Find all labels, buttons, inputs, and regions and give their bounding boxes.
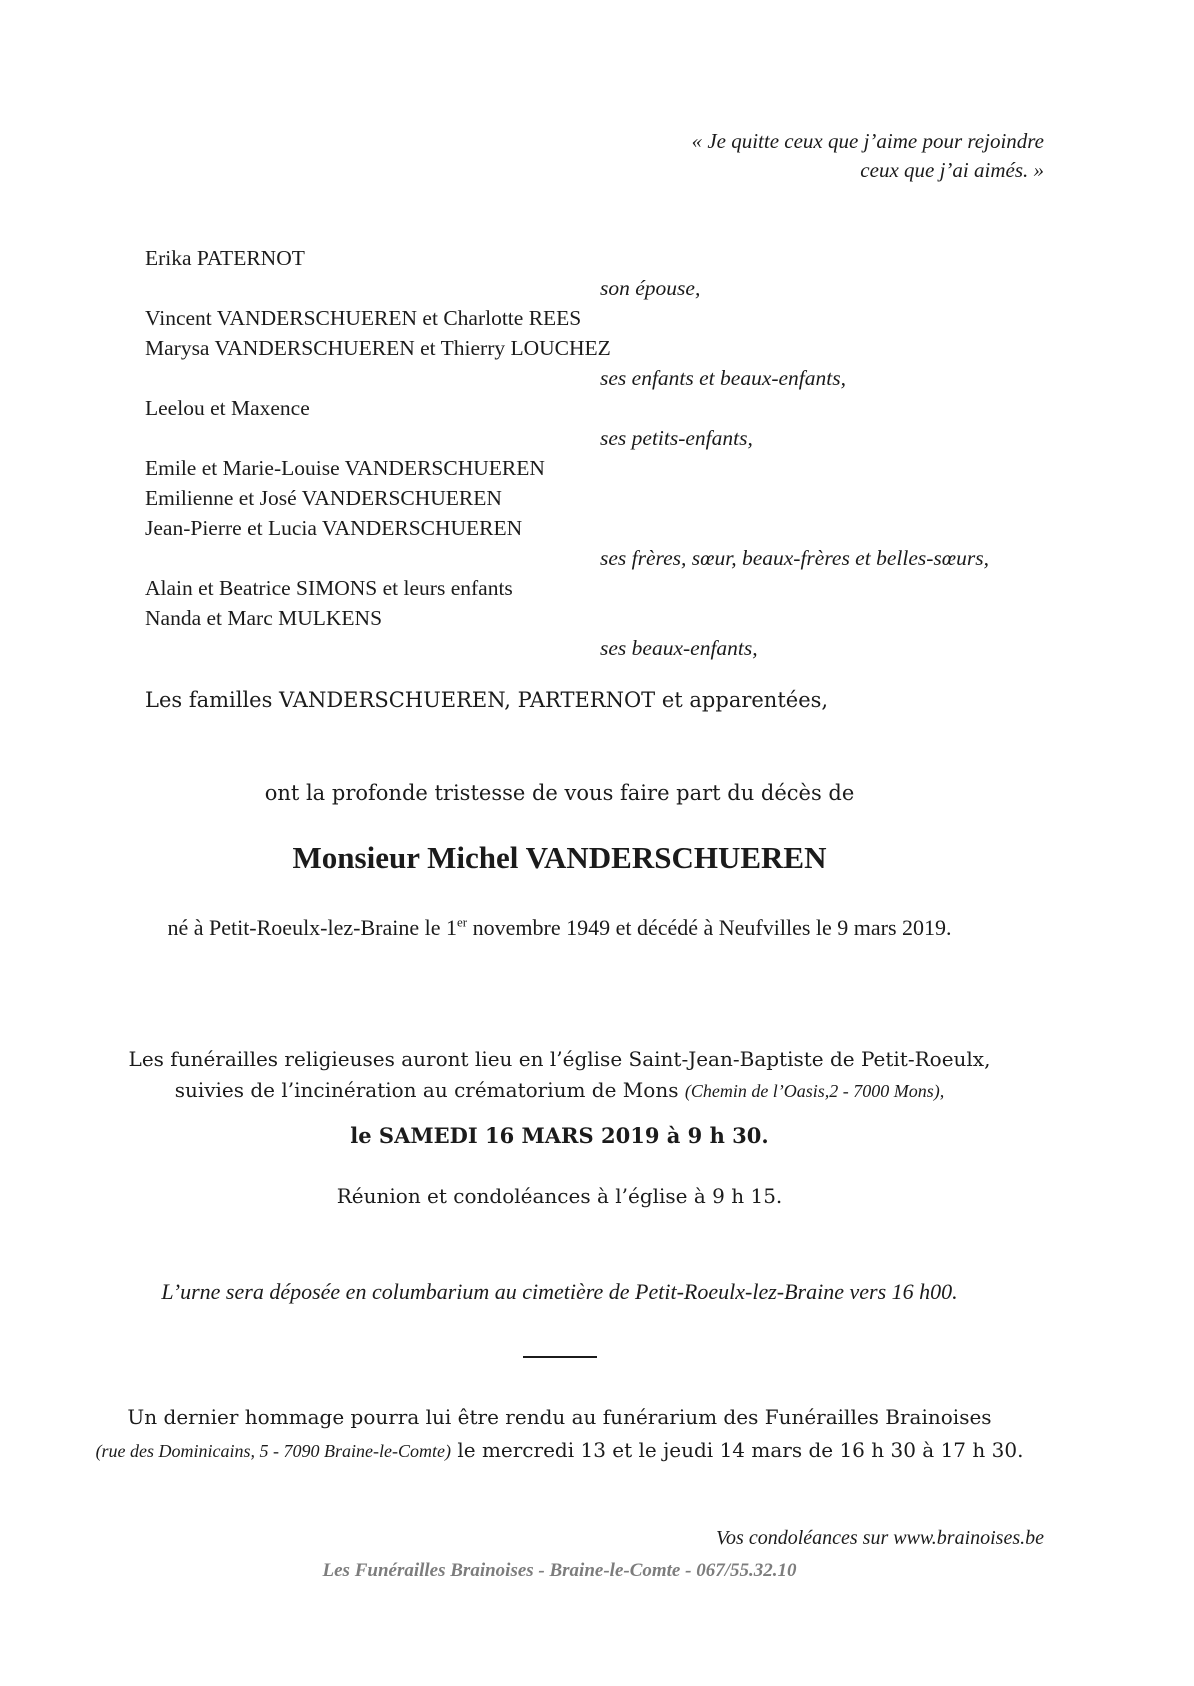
family-names-line: Emilienne et José VANDERSCHUEREN bbox=[145, 486, 502, 510]
tribute-block bbox=[75, 1401, 1044, 1468]
family-names-line: Nanda et Marc MULKENS bbox=[145, 606, 383, 630]
birth-death-prefix: né à Petit-Roeulx-lez-Braine le 1 bbox=[167, 915, 457, 940]
tribute-line-2-rest: le mercredi 13 et le jeudi 14 mars de 16 h 30 à 17 h 30. bbox=[451, 1438, 1024, 1462]
quote-block bbox=[75, 0, 1044, 185]
quote-line-1: « Je quitte ceux que j’aime pour rejoindre bbox=[691, 129, 1044, 153]
relation-label: ses petits-enfants, bbox=[600, 426, 753, 450]
family-names-line: Alain et Beatrice SIMONS et leurs enfants bbox=[145, 576, 513, 600]
gathering-line: Réunion et condoléances à l’église à 9 h 15. bbox=[336, 1184, 783, 1208]
relation-label: ses beaux-enfants, bbox=[600, 636, 758, 660]
family-names-line: Jean-Pierre et Lucia VANDERSCHUEREN bbox=[145, 516, 523, 540]
quote-line-2: ceux que j’ai aimés. » bbox=[860, 158, 1044, 182]
relation-label: ses enfants et beaux-enfants, bbox=[600, 366, 847, 390]
footer-line: Les Funérailles Brainoises - Braine-le-Comte - 067/55.32.10 bbox=[322, 1560, 797, 1581]
family-names-line: Erika PATERNOT bbox=[145, 246, 305, 270]
crematorium-address: (Chemin de l’Oasis,2 - 7000 Mons), bbox=[684, 1081, 945, 1101]
family-names-line: Emile et Marie-Louise VANDERSCHUEREN bbox=[145, 456, 545, 480]
ceremony-datetime: le SAMEDI 16 MARS 2019 à 9 h 30. bbox=[350, 1123, 769, 1148]
urn-line: L’urne sera déposée en columbarium au cimetière de Petit-Roeulx-lez-Braine vers 16 h00. bbox=[161, 1279, 958, 1304]
families-line: Les familles VANDERSCHUEREN, PARTERNOT et apparentées, bbox=[145, 688, 829, 712]
ceremony-line-1: Les funérailles religieuses auront lieu en l’église Saint-Jean-Baptiste de Petit-Roeulx, bbox=[128, 1047, 991, 1071]
relation-label: son épouse, bbox=[600, 276, 701, 300]
ceremony-block bbox=[75, 1044, 1044, 1107]
tribute-line-1: Un dernier hommage pourra lui être rendu au funérarium des Funérailles Brainoises bbox=[127, 1405, 992, 1429]
relation-label: ses frères, sœur, beaux-frères et belles-sœurs, bbox=[600, 546, 989, 570]
ceremony-line-2-main: suivies de l’incinération au crématorium de Mons bbox=[174, 1078, 685, 1102]
family-names-line: Vincent VANDERSCHUEREN et Charlotte REES bbox=[145, 306, 582, 330]
ceremony-line-2 bbox=[75, 1075, 1044, 1107]
tribute-line-2 bbox=[75, 1434, 1044, 1468]
divider bbox=[523, 1356, 597, 1358]
funeral-home-address: (rue des Dominicains, 5 - 7090 Braine-le-Comte) bbox=[95, 1441, 451, 1461]
family-names-line: Marysa VANDERSCHUEREN et Thierry LOUCHEZ bbox=[145, 336, 611, 360]
deceased-name: Monsieur Michel VANDERSCHUEREN bbox=[292, 840, 827, 875]
birth-death-line bbox=[75, 913, 1044, 942]
family-names-line: Leelou et Maxence bbox=[145, 396, 310, 420]
ordinal-superscript: er bbox=[457, 914, 468, 930]
announcement-line: ont la profonde tristesse de vous faire part du décès de bbox=[264, 781, 855, 805]
condolences-note: Vos condoléances sur www.brainoises.be bbox=[716, 1527, 1044, 1549]
family-list bbox=[145, 243, 1044, 663]
birth-death-suffix: novembre 1949 et décédé à Neufvilles le 9 mars 2019. bbox=[467, 915, 952, 940]
